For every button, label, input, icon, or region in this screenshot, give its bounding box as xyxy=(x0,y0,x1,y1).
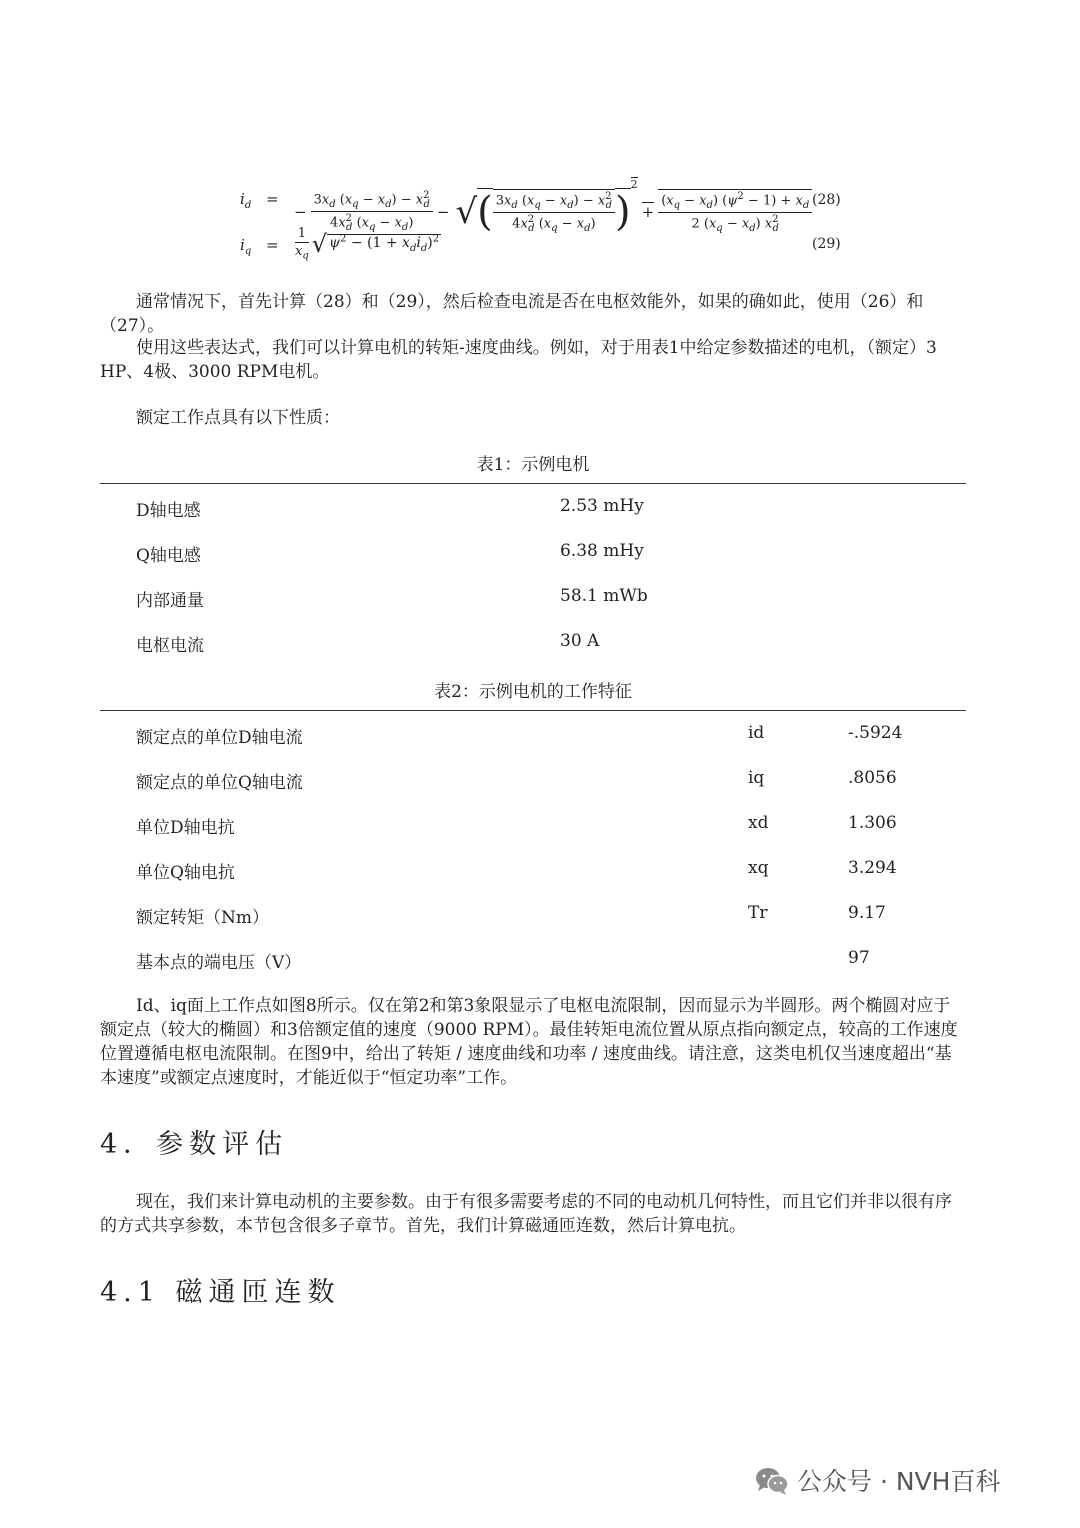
table1-cell-value: 2.53 mHy xyxy=(560,496,644,516)
table2-cell-name: 单位Q轴电抗 xyxy=(136,863,235,883)
eq28-lhs-sub: d xyxy=(244,200,252,211)
paragraph-5: 现在，我们来计算电动机的主要参数。由于有很多需要考虑的不同的电动机几何特性，而且它们并非以很有序的方式共享参数，本节包含很多子章节。首先，我们计算磁通匝连数，然后计算电抗。 xyxy=(100,1192,952,1236)
wechat-icon xyxy=(755,1466,787,1494)
eq28-lhs: i xyxy=(240,190,245,208)
paragraph-1: 通常情况下，首先计算（28）和（29），然后检查电流是否在电枢效能外，如果的确如此，使用（26）和（27）。 xyxy=(100,292,924,336)
table2-cell-value: 1.306 xyxy=(848,813,897,833)
table2-cell-value: 97 xyxy=(848,948,870,968)
table1-cell-value: 58.1 mWb xyxy=(560,586,648,606)
eq29-lhs: i xyxy=(240,236,245,254)
table1-cell-value: 30 A xyxy=(560,631,600,651)
table2-cell-value: 9.17 xyxy=(848,903,886,923)
watermark-text: 公众号 · NVH百科 xyxy=(797,1467,1001,1496)
table1-cell-name: Q轴电感 xyxy=(136,546,201,566)
table1-rule xyxy=(100,483,966,484)
eq29-lhs-sub: q xyxy=(244,246,252,257)
eq28-number: (28) xyxy=(812,192,841,208)
table1-cell-name: 电枢电流 xyxy=(136,636,204,656)
table2-cell-value: -.5924 xyxy=(848,723,903,743)
equation-28: $i_d$ = − $\frac{3x_d (x_q - x_d) - x^2_d}{4x^2_d (x_q - x_d)}$ − √( $\frac{3x_d (x_q - x_d) - x^2_d}{4x^2_d (x_q - x_d)}$ )$^2$+ $\frac{(x_q - x_d) (\psi^2 - 1) + x_d}{2 (x_q - x_d) x^2_d}$ (28) xyxy=(240,178,841,235)
table2-cell-value: .8056 xyxy=(848,768,897,788)
table2-cell-name: 额定转矩（Nm） xyxy=(136,908,269,928)
table2-cell-value: 3.294 xyxy=(848,858,897,878)
eq29-number: (29) xyxy=(812,236,841,252)
eq29-rhs: $\frac{1}{x_q}$ √ $\psi^2 - (1 + x_di_d)^2$ xyxy=(295,226,440,262)
section-heading-4: 4．参数评估 xyxy=(100,1129,289,1160)
table2-rule xyxy=(100,710,966,711)
table1-cell-name: D轴电感 xyxy=(136,501,201,521)
table2-cell-name: 额定点的单位Q轴电流 xyxy=(136,773,303,793)
equation-29: $i_q$ = $\frac{1}{x_q}$ √ $\psi^2 - (1 + x_di_d)^2$ (29) xyxy=(240,226,841,262)
eq28-rhs: − $\frac{3x_d (x_q - x_d) - x^2_d}{4x^2_d (x_q - x_d)}$ − √( $\frac{3x_d (x_q - x_d) - x^2_d}{4x^2_d (x_q - x_d)}$ )$^2$+ $\frac{(x_q - x_d) (\psi^2 - 1) + x_d}{2 (x_q - x_d) x^2_d}$ xyxy=(290,178,812,234)
table2-cell-name: 基本点的端电压（V） xyxy=(136,953,302,973)
table2-cell-symbol: xd xyxy=(748,813,769,833)
table1-caption: 表1：示例电机 xyxy=(476,455,590,475)
table2-cell-symbol: Tr xyxy=(748,903,768,923)
table1-cell-value: 6.38 mHy xyxy=(560,541,644,561)
table2-cell-symbol: id xyxy=(748,723,765,743)
paragraph-4: Id、iq面上工作点如图8所示。仅在第2和第3象限显示了电枢电流限制，因而显示为半圆形。两个椭圆对应于额定点（较大的椭圆）和3倍额定值的速度（9000 RPM）。最佳转矩电流位置从原点指向额定点，较高的工作速度位置遵循电枢电流限制。在图9中，给出了转矩 / 速度曲线和功率 / 速度曲线。请注意，这类电机仅当速度超出“基本速度”或额定点速度时，才能近似于“恒定功率”工作。 xyxy=(100,996,958,1088)
table2-cell-symbol: xq xyxy=(748,858,769,878)
table2-caption: 表2：示例电机的工作特征 xyxy=(434,682,632,702)
table1-cell-name: 内部通量 xyxy=(136,591,204,611)
table2-cell-symbol: iq xyxy=(748,768,765,788)
table2-cell-name: 额定点的单位D轴电流 xyxy=(136,728,303,748)
section-heading-4-1: 4.1 磁通匝连数 xyxy=(100,1277,341,1308)
watermark xyxy=(755,1462,1000,1498)
paragraph-2: 使用这些表达式，我们可以计算电机的转矩-速度曲线。例如，对于用表1中给定参数描述的电机，（额定）3 HP、4极、3000 RPM电机。 xyxy=(100,338,937,382)
table2-cell-name: 单位D轴电抗 xyxy=(136,818,235,838)
paragraph-3: 额定工作点具有以下性质： xyxy=(136,408,340,428)
